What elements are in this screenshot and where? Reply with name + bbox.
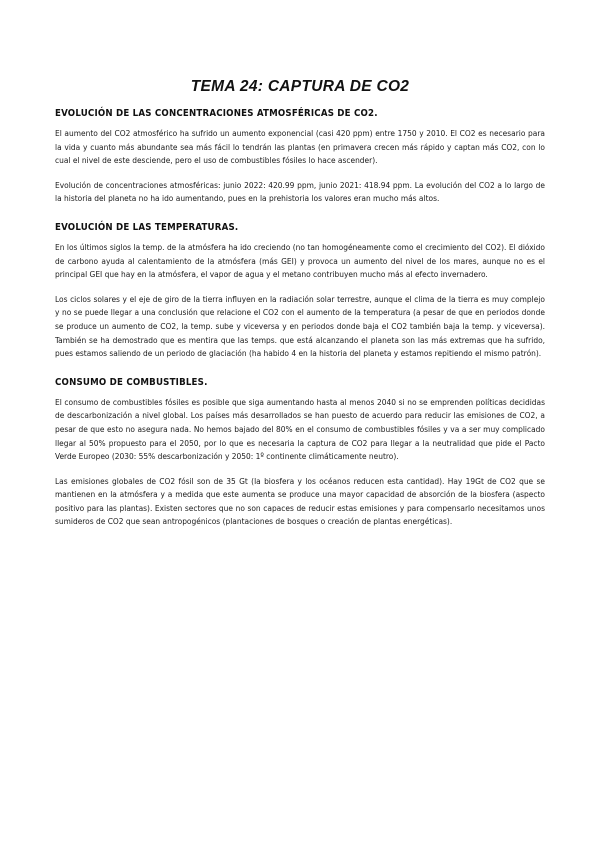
section-heading: CONSUMO DE COMBUSTIBLES. bbox=[55, 376, 208, 388]
section-fuel-consumption bbox=[55, 377, 545, 529]
paragraph: El consumo de combustibles fósiles es posible que siga aumentando hasta al menos 2040 si no se emprenden políticas decididas de descarbonización a nivel global. Los países más desarrollados se han puesto de acuerdo para reducir las emisiones de CO2, a pesar de que esto no asegura nada. No hemos bajado del 80% en el consumo de combustibles fósiles y va a ser muy complicado llegar al 50% propuesto para el 2050, por lo que es necesaria la captura de CO2 para llegar a la neutralidad que pide el Pacto Verde Europeo (2030: 55% descarbonización y 2050: 1º continente climáticamente neutro). bbox=[55, 396, 545, 462]
paragraph: El aumento del CO2 atmosférico ha sufrido un aumento exponencial (casi 420 ppm) entre 1750 y 2010. El CO2 es necesario para la vida y cuanto más abundante sea más fácil lo tendrán las plantas (en primavera crecen más rápido y captan más CO2, con lo cual el nivel de este desciende, pero el uso de combustibles fósiles lo hace ascender). bbox=[55, 128, 545, 166]
section-heading: EVOLUCIÓN DE LAS CONCENTRACIONES ATMOSFÉRICAS DE CO2. bbox=[55, 108, 378, 119]
section-temperatures bbox=[55, 222, 545, 361]
paragraph: En los últimos siglos la temp. de la atmósfera ha ido creciendo (no tan homogéneamente como el crecimiento del CO2). El dióxido de carbono ayuda al calentamiento de la atmósfera (más GEI) y provoca un aumento del nivel de los mares, aunque no es el principal GEI que hay en la atmósfera, el vapor de agua y el metano contribuyen mucho más al efecto invernadero. bbox=[55, 241, 545, 280]
section-co2-concentrations bbox=[55, 108, 545, 206]
paragraph: Evolución de concentraciones atmosféricas: junio 2022: 420.99 ppm, junio 2021: 418.94 ppm. La evolución del CO2 a lo largo de la historia del planeta no ha ido aumentando, pues en la prehistoria los valores eran mucho más altos. bbox=[55, 179, 545, 204]
paragraph: Las emisiones globales de CO2 fósil son de 35 Gt (la biosfera y los océanos reducen esta cantidad). Hay 19Gt de CO2 que se mantienen en la atmósfera y a medida que este aumenta se produce una mayor capacidad de absorción de la biosfera (aspecto positivo para las plantas). Existen sectores que no son capaces de reducir estas emisiones y para compensarlo necesitamos unos sumideros de CO2 que sean antropogénicos (plantaciones de bosques o creación de plantas energéticas). bbox=[55, 475, 545, 527]
page-title: TEMA 24: CAPTURA DE CO2 bbox=[190, 78, 410, 95]
paragraph: Los ciclos solares y el eje de giro de la tierra influyen en la radiación solar terrestre, aunque el clima de la tierra es muy complejo y no se puede llegar a una conclusión que relacione el CO2 con el aumento de la temperatura (a pesar de que en periodos donde se produce un aumento de CO2, la temp. sube y viceversa y en periodos donde baja el CO2 también baja la temp. y viceversa). También se ha demostrado que es mentira que las temps. que está alcanzando el planeta son las más extremas que ha sufrido, pues estamos saliendo de un periodo de glaciación (ha habido 4 en la historia del planeta y estamos repitiendo el mismo patrón). bbox=[55, 293, 545, 359]
section-heading: EVOLUCIÓN DE LAS TEMPERATURAS. bbox=[55, 221, 239, 233]
